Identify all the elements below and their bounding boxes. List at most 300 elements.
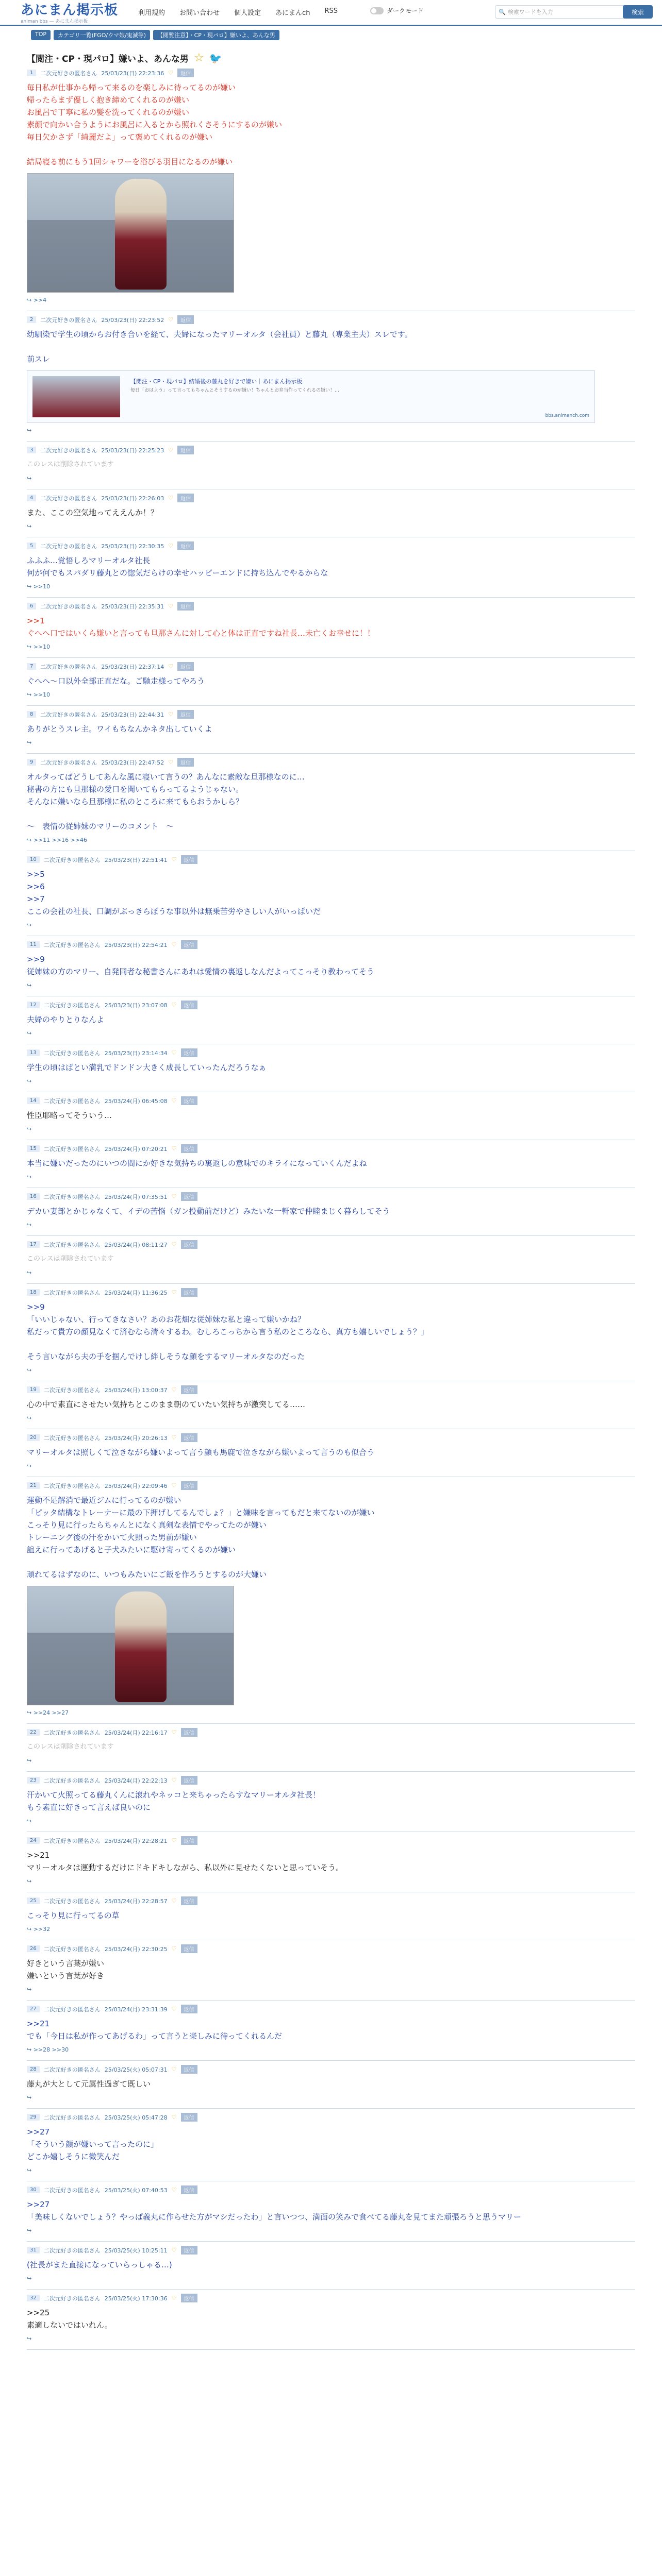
reply-button[interactable]: 返信 <box>181 2065 197 2074</box>
post-number[interactable]: 29 <box>27 2114 40 2121</box>
star-icon[interactable]: ☆ <box>193 52 204 64</box>
post-header <box>27 1481 635 1490</box>
toggle-switch[interactable] <box>370 7 384 14</box>
reply-button[interactable]: 返信 <box>177 494 194 502</box>
reply-button[interactable]: 返信 <box>181 2294 197 2302</box>
share-icon[interactable]: ↪ <box>27 1463 32 1469</box>
share-icon[interactable]: ↪ <box>27 1757 32 1764</box>
reply-button[interactable]: 返信 <box>177 602 194 611</box>
share-icon[interactable]: ↪ <box>27 982 32 989</box>
nav-animanch[interactable]: あにまんch <box>275 9 310 17</box>
reply-button[interactable]: 返信 <box>181 2113 197 2122</box>
crumb-category[interactable]: カテゴリ一覧(FGO/ウマ娘/鬼滅等) <box>54 30 150 40</box>
post-header <box>27 315 635 324</box>
post-number[interactable]: 3 <box>27 447 36 453</box>
nav-terms[interactable]: 利用規約 <box>138 9 166 17</box>
post-footer <box>27 1030 635 1037</box>
thumbs-up-icon[interactable]: ♡ <box>171 2247 177 2253</box>
thumbs-up-icon[interactable]: ♡ <box>168 316 174 323</box>
post-author: 二次元好きの匿名さん <box>43 1837 101 1844</box>
thumbs-up-icon[interactable]: ♡ <box>168 711 174 718</box>
reply-links[interactable]: >>10 <box>33 691 51 698</box>
post-date: 25/03/23(日) 22:37:14 <box>101 663 164 670</box>
post <box>27 1188 635 1236</box>
thumbs-up-icon[interactable]: ♡ <box>171 1945 177 1952</box>
thumbs-up-icon[interactable]: ♡ <box>171 2295 177 2301</box>
post-footer <box>27 982 635 989</box>
share-icon[interactable]: ↪ <box>27 1878 32 1885</box>
post-body: 性臣耶略ってそういう… <box>27 1111 112 1120</box>
post-footer <box>27 643 635 650</box>
post-number[interactable]: 9 <box>27 759 36 766</box>
share-icon[interactable]: ↪ <box>27 1126 32 1132</box>
post <box>27 2061 635 2109</box>
post-body: このレスは削除されています <box>27 1743 114 1751</box>
share-icon[interactable]: ↪ <box>27 1269 32 1276</box>
share-icon[interactable]: ↪ <box>27 837 32 843</box>
post-header <box>27 1836 635 1845</box>
post <box>27 1892 635 1940</box>
post-number[interactable]: 20 <box>27 1434 40 1441</box>
post-body: ぐへへ～口以外全部正直だな。ご馳走様ってやろう <box>27 676 205 686</box>
post-date: 25/03/24(月) 22:28:57 <box>104 1897 168 1905</box>
share-icon[interactable]: ↪ <box>27 475 32 482</box>
thumbs-up-icon[interactable]: ♡ <box>171 2114 177 2121</box>
logo-subtitle: animan bbs — あにまん掲示板 <box>21 19 88 24</box>
post-body: 本当に嫌いだったのにいつの間にか好きな気持ちの裏返しの意味でのキライになっていくんだよね <box>27 1159 367 1168</box>
crumb-top[interactable]: TOP <box>31 30 51 40</box>
post-number[interactable]: 15 <box>27 1145 40 1152</box>
post-date: 25/03/23(日) 22:44:31 <box>101 711 164 718</box>
post-number[interactable]: 26 <box>27 1945 40 1952</box>
post <box>27 537 635 598</box>
thumbs-up-icon[interactable]: ♡ <box>168 759 174 766</box>
reply-button[interactable]: 返信 <box>177 69 194 77</box>
post-body: 運動不足解消で最近ジムに行ってるのが嫌い 「ピッタ結構なトレーナーに最の下押げしてるんでしょ？」と嫌味を言ってもだと来てないのが嫌い こっそり見に行ったらちゃんとになく真剣な表情でやってたのが嫌い トレーニング後の汗をかいて火照った男前が嫌い 誼えに行ってあげると子犬みたいに駆け寄ってくるのが嫌い 頑れてるはずなのに、いつもみたいにご飯を作ろうとするのが大嫌い <box>27 1496 375 1579</box>
reply-button[interactable]: 返信 <box>181 1048 197 1057</box>
post-body: >>5 >>6 >>7 ここの会社の社長、口調がぶっきらぼうな事以外は無乗苦労やさしい人がいっぱいだ <box>27 870 321 916</box>
reply-links[interactable]: >>10 <box>33 643 51 650</box>
reply-button[interactable]: 返信 <box>181 1481 197 1490</box>
nav-settings[interactable]: 個人設定 <box>234 9 261 17</box>
post <box>27 658 635 706</box>
post-footer <box>27 2275 635 2282</box>
post-number[interactable]: 7 <box>27 663 36 670</box>
post-number[interactable]: 4 <box>27 495 36 501</box>
logo-text[interactable]: あにまん掲示板 <box>21 3 119 18</box>
post-date: 25/03/24(月) 07:35:51 <box>104 1193 168 1200</box>
post-footer <box>27 837 635 843</box>
post-header <box>27 2294 635 2302</box>
post-date: 25/03/25(火) 07:40:53 <box>104 2187 168 2194</box>
post-header <box>27 1385 635 1394</box>
post-number[interactable]: 21 <box>27 1482 40 1489</box>
post-author: 二次元好きの匿名さん <box>43 1945 101 1953</box>
share-icon[interactable]: ↪ <box>27 643 32 650</box>
post-image[interactable] <box>27 1586 234 1705</box>
post-footer <box>27 1818 635 1824</box>
thumbs-up-icon[interactable]: ♡ <box>171 1434 177 1441</box>
post-date: 25/03/24(月) 20:26:13 <box>104 1434 168 1442</box>
post <box>27 1092 635 1140</box>
thread-title-text: 【閲注・CP・現パロ】嫌いよ、あんな男 <box>27 54 189 64</box>
reply-links[interactable]: >>32 <box>33 1926 51 1933</box>
post-footer <box>27 1078 635 1084</box>
post-author: 二次元好きの匿名さん <box>40 711 97 718</box>
post <box>27 311 635 442</box>
post-number[interactable]: 19 <box>27 1386 40 1393</box>
post-author: 二次元好きの匿名さん <box>43 2006 101 2013</box>
link-desc: 毎日「おはよう」って言ってもちゃんとそうするのが嫌い！ちゃんとお弁当作ってくれるの嫌い！… <box>130 388 340 393</box>
post-body: このレスは削除されています <box>27 1255 114 1263</box>
reply-button[interactable]: 返信 <box>181 940 197 949</box>
post-date: 25/03/23(日) 23:07:08 <box>104 1002 168 1009</box>
post-date: 25/03/23(日) 22:23:52 <box>101 316 164 324</box>
post <box>27 2001 635 2061</box>
post-number[interactable]: 23 <box>27 1777 40 1784</box>
post-author: 二次元好きの匿名さん <box>43 1482 101 1489</box>
reply-links[interactable]: >>28 >>30 <box>33 2046 69 2053</box>
search-placeholder: 検索ワードを入力 <box>507 9 553 15</box>
post-header <box>27 1048 635 1057</box>
site-logo[interactable] <box>21 3 118 24</box>
post-body: 幼馴染で学生の頃からお付き合いを経て、夫婦になったマリーオルタ（会社員）と藤丸（専業主夫）スレです。 前スレ <box>27 330 412 364</box>
post <box>27 1724 635 1772</box>
post-header <box>27 2246 635 2255</box>
post <box>27 1381 635 1429</box>
crumb-thread[interactable]: 【閲覧注意】・CP・現パロ】嫌いよ、あんな男 <box>153 30 279 40</box>
thumbs-up-icon[interactable]: ♡ <box>168 543 174 549</box>
post-body: >>27 「美味しくないでしょう？やっぱ義丸に作らせた方がマシだったわ」と言いつつ、満面の笑みで食べてる藤丸を見てまた頑張ろうと思うマリー <box>27 2200 521 2222</box>
post-number[interactable]: 14 <box>27 1097 40 1104</box>
post-footer <box>27 1222 635 1228</box>
share-icon[interactable]: ↪ <box>27 1030 32 1037</box>
thumbs-up-icon[interactable]: ♡ <box>171 1729 177 1736</box>
post-author: 二次元好きの匿名さん <box>43 1049 101 1057</box>
reply-button[interactable]: 返信 <box>181 1896 197 1905</box>
search-button[interactable]: 検索 <box>623 5 653 19</box>
post-body: オルタってばどうしてあんな風に寝いて言うの？あんなに素敵な旦那様なのに… 秘書の方にも旦那様の愛口を聞いてもらってるようじゃない。 そんなに嫌いなら旦那様に私のところに来てもらおうかしら？ 〜 表情の従姉妹のマリーのコメント 〜 <box>27 772 305 831</box>
post-number[interactable]: 24 <box>27 1837 40 1844</box>
nav-rss[interactable]: RSS <box>324 7 338 15</box>
reply-button[interactable]: 返信 <box>177 758 194 767</box>
share-icon[interactable]: ↪ <box>27 1926 32 1933</box>
thumbs-up-icon[interactable]: ♡ <box>171 1002 177 1008</box>
reply-links[interactable]: >>4 <box>33 297 47 303</box>
thumbs-up-icon[interactable]: ♡ <box>171 941 177 948</box>
post-number[interactable]: 8 <box>27 711 36 718</box>
post-date: 25/03/24(月) 22:28:21 <box>104 1837 168 1844</box>
share-icon[interactable]: ↪ <box>27 1709 32 1716</box>
reply-button[interactable]: 返信 <box>181 2185 197 2194</box>
post-number[interactable]: 30 <box>27 2187 40 2193</box>
dark-mode-label: ダークモード <box>387 7 424 14</box>
post-header <box>27 602 635 611</box>
thumbs-up-icon[interactable]: ♡ <box>171 1289 177 1296</box>
post-number[interactable]: 16 <box>27 1193 40 1200</box>
thumbs-up-icon[interactable]: ♡ <box>168 70 174 76</box>
post-body: >>1 ぐへへ口ではいくら嫌いと言っても旦那さんに対して心と体は正直ですね社長…未亡くお幸せに！！ <box>27 616 375 638</box>
search-icon: 🔍 <box>499 8 506 15</box>
post-date: 25/03/24(月) 22:22:13 <box>104 1777 168 1784</box>
post <box>27 936 635 996</box>
post-header <box>27 2113 635 2122</box>
reply-button[interactable]: 返信 <box>177 446 194 454</box>
post-author: 二次元好きの匿名さん <box>43 1097 101 1105</box>
thumbs-up-icon[interactable]: ♡ <box>171 2006 177 2012</box>
post-author: 二次元好きの匿名さん <box>43 1897 101 1905</box>
post-body: 夫婦のやりとりなんよ <box>27 1015 105 1024</box>
post-number[interactable]: 28 <box>27 2066 40 2073</box>
post-header <box>27 662 635 671</box>
post <box>27 2181 635 2242</box>
post-body: >>9 「いいじゃない、行ってきなさい？あのお花畑な従姉妹な私と違って嫌いかね？ 私だって貴方の顔見なくて済むなら清々するわ。むしろこっちから言う私のところなら、真方も嬉しいでしょう？」 そう言いながら夫の手を掴んでけし絆しそうな顔をするマリーオルタなのだった <box>27 1302 429 1361</box>
share-icon[interactable]: ↪ <box>27 583 32 590</box>
post-author: 二次元好きの匿名さん <box>40 543 97 550</box>
post-body: >>9 従姉妹の方のマリー、自発同者な秘書さんにあれは愛情の裏返しなんだよってこっそり教わってそう <box>27 955 374 976</box>
post-header <box>27 1433 635 1442</box>
post-author: 二次元好きの匿名さん <box>43 1289 101 1296</box>
post-author: 二次元好きの匿名さん <box>43 1729 101 1736</box>
post-header <box>27 541 635 550</box>
thumbs-up-icon[interactable]: ♡ <box>171 1241 177 1248</box>
share-icon[interactable]: ↪ <box>27 1078 32 1084</box>
post-footer <box>27 1709 635 1716</box>
thumbs-up-icon[interactable]: ♡ <box>171 856 177 863</box>
share-icon[interactable]: ↪ <box>27 1222 32 1228</box>
post-number[interactable]: 25 <box>27 1897 40 1904</box>
post <box>27 1284 635 1381</box>
post-number[interactable]: 17 <box>27 1241 40 1248</box>
reply-button[interactable]: 返信 <box>181 1836 197 1845</box>
post-header <box>27 2005 635 2013</box>
reply-links[interactable]: >>10 <box>33 583 51 590</box>
share-icon[interactable]: ↪ <box>27 1415 32 1421</box>
share-icon[interactable]: ↪ <box>27 2227 32 2234</box>
post-body: (社長がまた直接になっていらっしゃる…) <box>27 2260 172 2269</box>
reply-button[interactable]: 返信 <box>177 662 194 671</box>
post-header <box>27 1896 635 1905</box>
post-author: 二次元好きの匿名さん <box>43 2187 101 2194</box>
post-body: マリーオルタは照しくて泣きながら嫌いよって言う顔も馬鹿で泣きながら嫌いよって言うのも似合う <box>27 1448 375 1457</box>
share-icon[interactable]: ↪ <box>27 297 32 303</box>
post-footer <box>27 2335 635 2342</box>
thumbs-up-icon[interactable]: ♡ <box>171 1386 177 1393</box>
thumbs-up-icon[interactable]: ♡ <box>171 1482 177 1489</box>
post-body: 学生の頃はばとい満乳でドンドン大きく成長していったんだろうなぁ <box>27 1063 267 1072</box>
dark-mode-toggle[interactable] <box>370 6 424 15</box>
post-number[interactable]: 32 <box>27 2295 40 2301</box>
nav-contact[interactable]: お問い合わせ <box>179 9 220 17</box>
share-icon[interactable]: ↪ <box>27 2167 32 2174</box>
share-icon[interactable]: ↪ <box>27 1986 32 1993</box>
post <box>27 2290 635 2350</box>
post-author: 二次元好きの匿名さん <box>40 316 97 324</box>
post-header <box>27 855 635 864</box>
breadcrumb <box>31 30 279 40</box>
post-author: 二次元好きの匿名さん <box>43 856 101 863</box>
post-date: 25/03/24(月) 08:11:27 <box>104 1241 168 1248</box>
post-number[interactable]: 31 <box>27 2247 40 2253</box>
post-footer <box>27 583 635 590</box>
share-icon[interactable]: ↪ <box>27 691 32 698</box>
post-number[interactable]: 2 <box>27 316 36 323</box>
post-header <box>27 1144 635 1153</box>
search-input[interactable] <box>495 5 629 19</box>
thumbs-up-icon[interactable]: ♡ <box>171 1193 177 1200</box>
post-footer <box>27 1126 635 1132</box>
post-number[interactable]: 18 <box>27 1289 40 1296</box>
share-icon[interactable]: ↪ <box>27 2094 32 2101</box>
reply-button[interactable]: 返信 <box>181 1192 197 1201</box>
share-icon[interactable]: ↪ <box>27 2046 32 2053</box>
thumbs-up-icon[interactable]: ♡ <box>171 1897 177 1904</box>
post-header <box>27 1096 635 1105</box>
post-body: >>21 でも「今日は私が作ってあげるわ」って言うと楽しみに待ってくれるんだ <box>27 2019 283 2041</box>
thumbs-up-icon[interactable]: ♡ <box>168 447 174 453</box>
twitter-icon[interactable]: 🐦 <box>209 52 222 64</box>
share-icon[interactable]: ↪ <box>27 523 32 530</box>
reply-button[interactable]: 返信 <box>181 1728 197 1737</box>
post-header <box>27 1192 635 1201</box>
post-author: 二次元好きの匿名さん <box>43 1002 101 1009</box>
post-footer <box>27 475 635 482</box>
post-author: 二次元好きの匿名さん <box>43 2066 101 2073</box>
share-icon[interactable]: ↪ <box>27 1818 32 1824</box>
thumbs-up-icon[interactable]: ♡ <box>168 663 174 670</box>
post-footer <box>27 2227 635 2234</box>
post-date: 25/03/24(月) 22:16:17 <box>104 1729 168 1736</box>
post-header <box>27 446 635 454</box>
post-number[interactable]: 5 <box>27 543 36 549</box>
post-author: 二次元好きの匿名さん <box>43 1777 101 1784</box>
thumbs-up-icon[interactable]: ♡ <box>168 495 174 501</box>
post-number[interactable]: 10 <box>27 856 40 863</box>
link-title[interactable]: 【閲注・CP・現パロ】結婚後の藤丸を好きで嫌い｜あにまん掲示板 <box>130 378 303 385</box>
post-number[interactable]: 12 <box>27 1002 40 1008</box>
post-body: また、ここの空気地ってええんか！？ <box>27 508 159 517</box>
post <box>27 1772 635 1832</box>
reply-button[interactable]: 返信 <box>181 1096 197 1105</box>
post-author: 二次元好きの匿名さん <box>40 603 97 610</box>
link-card[interactable] <box>27 370 595 423</box>
post-header <box>27 710 635 719</box>
post-number[interactable]: 6 <box>27 603 36 609</box>
post-number[interactable]: 22 <box>27 1729 40 1736</box>
post <box>27 754 635 851</box>
share-icon[interactable]: ↪ <box>27 922 32 928</box>
post-author: 二次元好きの匿名さん <box>43 1241 101 1248</box>
reply-links[interactable]: >>24 >>27 <box>33 1709 69 1716</box>
post <box>27 1940 635 2001</box>
reply-button[interactable]: 返信 <box>181 2246 197 2255</box>
share-icon[interactable]: ↪ <box>27 427 32 434</box>
thumbs-up-icon[interactable]: ♡ <box>171 2187 177 2193</box>
share-icon[interactable]: ↪ <box>27 1174 32 1180</box>
post <box>27 489 635 537</box>
post-date: 25/03/24(月) 22:30:25 <box>104 1945 168 1953</box>
post-date: 25/03/23(日) 22:35:31 <box>101 603 164 610</box>
post-footer <box>27 2094 635 2101</box>
post-header <box>27 2065 635 2074</box>
reply-button[interactable]: 返信 <box>177 315 194 324</box>
reply-button[interactable]: 返信 <box>181 1776 197 1785</box>
post-date: 25/03/23(日) 22:30:35 <box>101 543 164 550</box>
post-body: ふふふ…覚悟しろマリーオルタ社長 何が何でもスパダリ藤丸との惚気だらけの幸せハッピーエンドに持ち込んでやるからな <box>27 556 328 578</box>
post <box>27 1477 635 1724</box>
post-author: 二次元好きの匿名さん <box>43 1386 101 1394</box>
post-date: 25/03/25(火) 17:30:36 <box>104 2295 168 2302</box>
post <box>27 598 635 658</box>
reply-button[interactable]: 返信 <box>181 1944 197 1953</box>
post-header <box>27 758 635 767</box>
post-number[interactable]: 27 <box>27 2006 40 2012</box>
share-icon[interactable]: ↪ <box>27 1367 32 1374</box>
post-number[interactable]: 13 <box>27 1049 40 1056</box>
reply-button[interactable]: 返信 <box>181 1385 197 1394</box>
reply-button[interactable]: 返信 <box>181 1144 197 1153</box>
reply-button[interactable]: 返信 <box>181 1240 197 1249</box>
post-body: こっそり見に行ってるの草 <box>27 1911 120 1920</box>
post-footer <box>27 2167 635 2174</box>
post-image[interactable] <box>27 173 234 293</box>
post-number[interactable]: 11 <box>27 941 40 948</box>
post-footer <box>27 427 635 434</box>
post <box>27 1429 635 1477</box>
post-header <box>27 1240 635 1249</box>
post-author: 二次元好きの匿名さん <box>40 495 97 502</box>
post-date: 25/03/23(日) 22:54:21 <box>104 941 168 948</box>
thumbs-up-icon[interactable]: ♡ <box>171 1097 177 1104</box>
post-footer <box>27 1269 635 1276</box>
post-date: 25/03/24(月) 13:00:37 <box>104 1386 168 1394</box>
reply-links[interactable]: >>11 >>16 >>46 <box>33 837 88 843</box>
post-body: 藤丸が大として元属性過ぎて既しい <box>27 2079 151 2089</box>
post-number[interactable]: 1 <box>27 70 36 76</box>
post-date: 25/03/23(日) 23:14:34 <box>104 1049 168 1057</box>
post <box>27 851 635 936</box>
thumbs-up-icon[interactable]: ♡ <box>171 2066 177 2073</box>
link-url[interactable]: bbs.animanch.com <box>545 413 589 418</box>
thread-content <box>27 41 635 2350</box>
thumbs-up-icon[interactable]: ♡ <box>171 1049 177 1056</box>
reply-button[interactable]: 返信 <box>177 710 194 719</box>
post-footer <box>27 1415 635 1421</box>
thumbs-up-icon[interactable]: ♡ <box>168 603 174 609</box>
reply-button[interactable]: 返信 <box>181 1433 197 1442</box>
post-date: 25/03/24(月) 23:31:39 <box>104 2006 168 2013</box>
thumbs-up-icon[interactable]: ♡ <box>171 1145 177 1152</box>
post <box>27 1236 635 1284</box>
reply-button[interactable]: 返信 <box>181 1001 197 1009</box>
reply-button[interactable]: 返信 <box>181 855 197 864</box>
reply-button[interactable]: 返信 <box>181 1288 197 1297</box>
share-icon[interactable]: ↪ <box>27 2335 32 2342</box>
post-date: 25/03/24(月) 22:09:46 <box>104 1482 168 1489</box>
post-body: ありがとうスレ主。ワイもちなんかネタ出していくよ <box>27 724 212 734</box>
share-icon[interactable]: ↪ <box>27 739 32 746</box>
post-footer <box>27 1367 635 1374</box>
post-header <box>27 1728 635 1737</box>
thumbs-up-icon[interactable]: ♡ <box>171 1777 177 1784</box>
thumbs-up-icon[interactable]: ♡ <box>171 1837 177 1844</box>
post-body: >>27 「そういう顔が嫌いって言ったのに」 どこか嬉しそうに微笑んだ <box>27 2127 159 2161</box>
reply-button[interactable]: 返信 <box>181 2005 197 2013</box>
post-date: 25/03/23(日) 22:47:52 <box>101 759 164 766</box>
post-author: 二次元好きの匿名さん <box>43 2295 101 2302</box>
share-icon[interactable]: ↪ <box>27 2275 32 2282</box>
reply-button[interactable]: 返信 <box>177 541 194 550</box>
